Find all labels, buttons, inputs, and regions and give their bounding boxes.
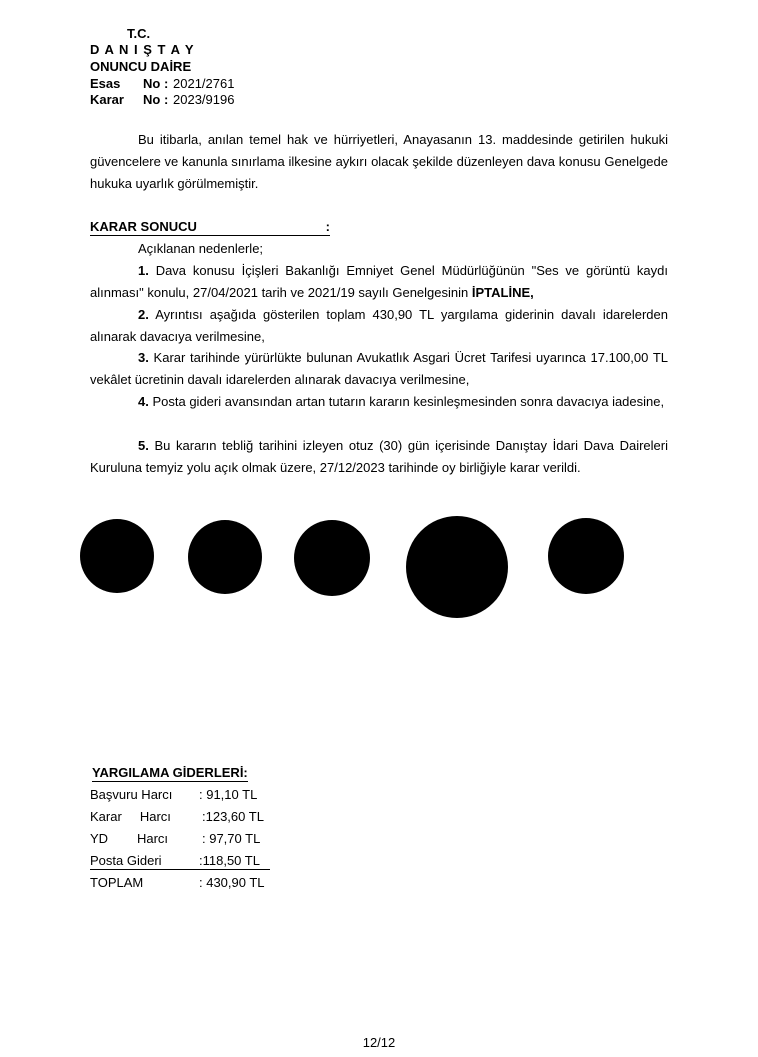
karar-item-3 — [90, 347, 668, 391]
item-text: Ayrıntısı aşağıda gösterilen toplam 430,90 TL yargılama giderinin davalı idarelerden alınarak davacıya verilmesine, — [90, 307, 668, 344]
redacted-signature-3 — [294, 520, 370, 596]
karar-no-label: No : — [143, 92, 169, 107]
item-number: 4. — [138, 394, 149, 409]
cost-value: : 91,10 TL — [199, 787, 258, 802]
redacted-signature-2 — [188, 520, 262, 594]
esas-number: 2021/2761 — [173, 76, 235, 91]
chamber-name: ONUNCU DAİRE — [90, 59, 192, 74]
karar-item-4 — [90, 391, 668, 413]
tc-heading: T.C. — [127, 26, 151, 41]
cost-label: YD Harcı — [90, 831, 169, 846]
esas-no-label: No : — [143, 76, 169, 91]
karar-item-2 — [90, 304, 668, 348]
karar-sonucu-colon: : — [325, 219, 330, 234]
page-number: 12/12 — [362, 1035, 396, 1050]
cost-label: TOPLAM — [90, 875, 144, 890]
karar-item-1 — [90, 260, 668, 304]
karar-label: Karar — [90, 92, 124, 107]
cost-value: : 97,70 TL — [202, 831, 261, 846]
item-number: 5. — [138, 438, 149, 453]
item-number: 3. — [138, 350, 149, 365]
karar-sonucu-heading — [90, 219, 330, 236]
cost-label: Posta Gideri — [90, 853, 162, 868]
item-text: Bu kararın tebliğ tarihini izleyen otuz (30) gün içerisinde Danıştay İdari Dava Daireleri Kuruluna temyiz yolu açık olmak üzere, 27/12/2023 tarihinde oy birliğiyle karar verildi. — [90, 438, 668, 475]
karar-item-5 — [90, 435, 668, 479]
costs-title: YARGILAMA GİDERLERİ: — [92, 765, 248, 780]
item-bold-tail: İPTALİNE, — [471, 285, 534, 300]
cost-label: Başvuru Harcı — [90, 787, 173, 802]
item-text: Dava konusu İçişleri Bakanlığı Emniyet Genel Müdürlüğünün "Ses ve görüntü kaydı alınması" konulu, 27/04/2021 tarih ve 2021/19 sayılı Genelgesinin — [90, 263, 668, 300]
redacted-signature-1 — [80, 519, 154, 593]
item-text: Posta gideri avansından artan tutarın kararın kesinleşmesinden sonra davacıya iadesine, — [152, 394, 665, 409]
intro-paragraph: Bu itibarla, anılan temel hak ve hürriyetleri, Anayasanın 13. maddesinde getirilen hukuki güvencelere ve kanunla sınırlama ilkesine aykırı olacak şekilde düzenleyen dava konusu Genelgede hukuka uyarlık görülmemiştir. — [90, 132, 668, 191]
item-number: 1. — [138, 263, 149, 278]
redacted-signature-4 — [406, 516, 508, 618]
court-name: D A N I Ş T A Y — [90, 42, 195, 57]
cost-value: :118,50 TL — [199, 853, 260, 868]
cost-value: : 430,90 TL — [199, 875, 265, 890]
cost-value: :123,60 TL — [202, 809, 264, 824]
item-number: 2. — [138, 307, 149, 322]
cost-row-posta — [90, 853, 270, 870]
karar-lead: Açıklanan nedenlerle; — [138, 241, 264, 256]
karar-sonucu-title: KARAR SONUCU — [90, 219, 197, 234]
esas-label: Esas — [90, 76, 121, 91]
karar-number: 2023/9196 — [173, 92, 235, 107]
redacted-signature-5 — [548, 518, 624, 594]
item-text: Karar tarihinde yürürlükte bulunan Avukatlık Asgari Ücret Tarifesi uyarınca 17.100,00 TL vekâlet ücretinin davalı idarelerden alınarak davacıya verilmesine, — [90, 350, 668, 387]
cost-label: Karar Harcı — [90, 809, 171, 824]
